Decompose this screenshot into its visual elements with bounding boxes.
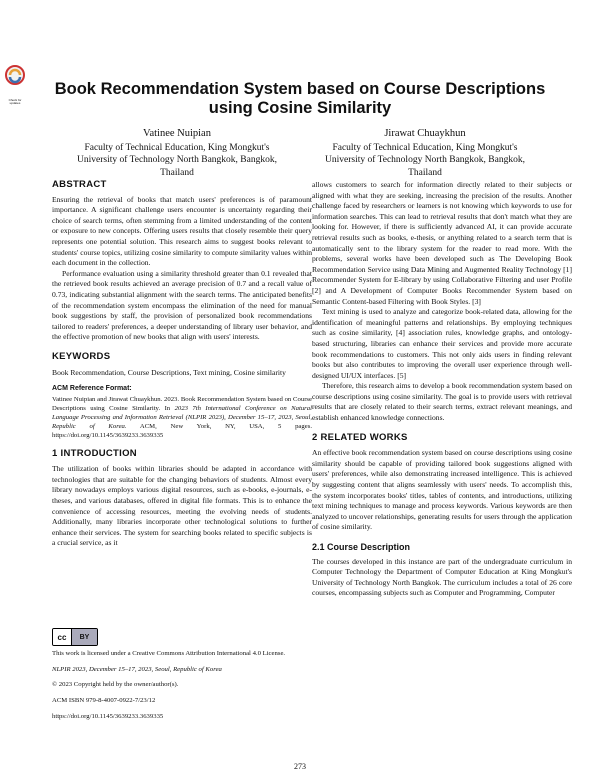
- course-description-heading: 2.1 Course Description: [312, 542, 411, 552]
- author-1-affil-2: University of Technology North Bangkok, Bangkok,: [77, 155, 277, 165]
- author-2-affil-2: University of Technology North Bangkok, Bangkok,: [325, 155, 525, 165]
- author-2: [310, 128, 540, 179]
- license-venue: NLPIR 2023, December 15–17, 2023, Seoul, Republic of Korea: [52, 665, 222, 673]
- abstract-heading: ABSTRACT: [52, 179, 107, 190]
- research-aim-paragraph: Therefore, this research aims to develop a book recommendation system based on course descriptions using cosine similarity. The goal is to provide users with retrieval results that are closely related to their search terms, extract relevant meanings, and establish enhanced knowledge connections.: [312, 381, 572, 423]
- license-block: [52, 620, 312, 727]
- introduction-paragraph: The utilization of books within libraries should be adapted in accordance with technologies that are suitable for the changing behaviors of students. Almost every library nowadays employs various digital resources, such as e-books, e-journals, e-theses, and various databases, offered in digital file formats. This is to enhance the convenience of accessing resources, meeting the evolving needs of students. Additionally, many libraries incorporate other technological solutions to further enhance their services. The system for searching books related to specific subjects is a crucial service, as it: [52, 464, 312, 548]
- acm-format-venue: 2023 7th International Conference on Natural Language Processing and Information Retrieval (NLPIR 2023), December 15–17, 2023, Seoul, Republic of Korea.: [52, 404, 312, 430]
- related-works-paragraph: An effective book recommendation system based on course descriptions using cosine similarity should be capable of providing tailored book suggestions aligned with users' preferences, while also demonstrating increased intelligence. This is achieved by suggesting content that aligns seamlessly with users' needs. To accomplish this, the system incorporates books' titles, tables of contents, and introductions, utilizing text mining techniques to manage and process keywords. Various keywords are then analyzed to uncover relationships, generating results for users through the application of cosine similarity.: [312, 448, 573, 532]
- right-column: [312, 180, 572, 599]
- license-doi[interactable]: https://doi.org/10.1145/3639233.3639335: [52, 712, 164, 720]
- cc-license-badge[interactable]: [52, 628, 312, 646]
- page-number: 273: [294, 762, 306, 771]
- keywords-text: Book Recommendation, Course Descriptions, Text mining, Cosine similarity: [52, 367, 286, 377]
- license-text: This work is licensed under a Creative Commons Attribution International 4.0 License.: [52, 650, 286, 657]
- author-2-affil-1: Faculty of Technical Education, King Mongkut's: [332, 142, 518, 153]
- abstract-paragraph-2: Performance evaluation using a similarity threshold greater than 0.1 revealed that the retrieved book results achieved an average precision of 0.7 and a recall value of 0.73, indicating substantial alignment with the search terms. The anticipated benefits of the recommendation system encompass the elimination of the need for manual book suggestions by staff, the provision of personalized book recommendations tailored to readers' preferences, a deeper understanding of library user behavior, and the effective promotion of new books that align with users' interests.: [52, 268, 312, 342]
- author-1-name: Vatinee Nuipian: [143, 128, 211, 139]
- cc-icon: cc: [53, 629, 72, 645]
- keywords-heading: KEYWORDS: [52, 350, 111, 362]
- intro-continued-paragraph: allows customers to search for information directly related to their subjects or aligned with what they are seeking, increasing the precision of the results. Another challenge faced by researchers or learners is not knowing which keywords to use for information searches. This can lead to retrieval results that don't match what they are looking for. However, if there is sufficiently advanced AI, it can provide accurate retrieval results such as books, e-thesis, or anything related to a search term that is automatically sent to the library system for the reader to read more. With the problems, several works have been developed such as The Developing Book Recommendation Service using Data Mining and Augmented Reality Technology [1] Recommender System for E-library by using Collaborative Filtering and user Profile [2] and A Development of Computer Books Recommender System based on Semantic Content-based Filtering with Book Styles. [3]: [312, 180, 572, 306]
- acm-format-text: [52, 395, 312, 440]
- license-isbn: ACM ISBN 979-8-4007-0922-7/23/12: [52, 697, 156, 705]
- acm-format-heading: ACM Reference Format:: [52, 385, 132, 393]
- acm-format-pre: Vatinee Nuipian and Jirawat Chuaykhun. 2023. Book Recommendation System based on Course Descriptions using Cosine Similarity. In: [52, 395, 312, 412]
- author-1: [62, 128, 292, 179]
- acm-format-post: ACM, New York, NY, USA, 5 pages. https://doi.org/10.1145/3639233.3639335: [52, 422, 312, 439]
- left-column: [52, 180, 312, 549]
- abstract-paragraph-1: Ensuring the retrieval of books that match users' preferences is of paramount importance. A significant challenge users encounter is uncertainty regarding their choice of search terms, often stemming from a limited understanding of the content or exposure to new concepts. Offering users results that closely resemble their query represents one potential solution. This research aims to suggest books relevant to students' course topics, utilizing cosine similarity to compute similarity values within each document in the collection.: [52, 194, 312, 268]
- author-2-affil-3: Thailand: [408, 167, 442, 178]
- author-1-affil-3: Thailand: [160, 167, 194, 178]
- license-copyright: © 2023 Copyright held by the owner/author(s).: [52, 681, 179, 689]
- related-works-heading: 2 RELATED WORKS: [312, 431, 408, 443]
- introduction-heading: 1 INTRODUCTION: [52, 447, 137, 459]
- check-for-updates-label: Check for updates: [8, 98, 22, 105]
- paper-title: Book Recommendation System based on Course Descriptions using Cosine Similarity: [54, 80, 546, 117]
- by-icon: BY: [72, 629, 97, 645]
- author-1-affil-1: Faculty of Technical Education, King Mongkut's: [84, 142, 270, 153]
- course-description-paragraph: The courses developed in this instance are part of the undergraduate curriculum in Computer Technology the Department of Computer Education at King Mongkut's University of Technology North Bangkok. The curriculum includes a total of 26 core courses, encompassing subjects such as Computer and Programming, Computer: [312, 556, 572, 598]
- author-2-name: Jirawat Chuaykhun: [384, 128, 466, 139]
- text-mining-paragraph: Text mining is used to analyze and categorize book-related data, allowing for the identification of meaningful patterns and relationships. By employing techniques such as cosine similarity, [4] association rules, knowledge graphs, and ontology-based structuring, libraries can enhance their services and provide more accurate book recommendations to customers. This not only aids users in finding relevant books but also contributes to improving the overall user experience through well-designed UI/UX interfaces. [5]: [312, 307, 572, 380]
- check-for-updates-logo[interactable]: [4, 64, 26, 105]
